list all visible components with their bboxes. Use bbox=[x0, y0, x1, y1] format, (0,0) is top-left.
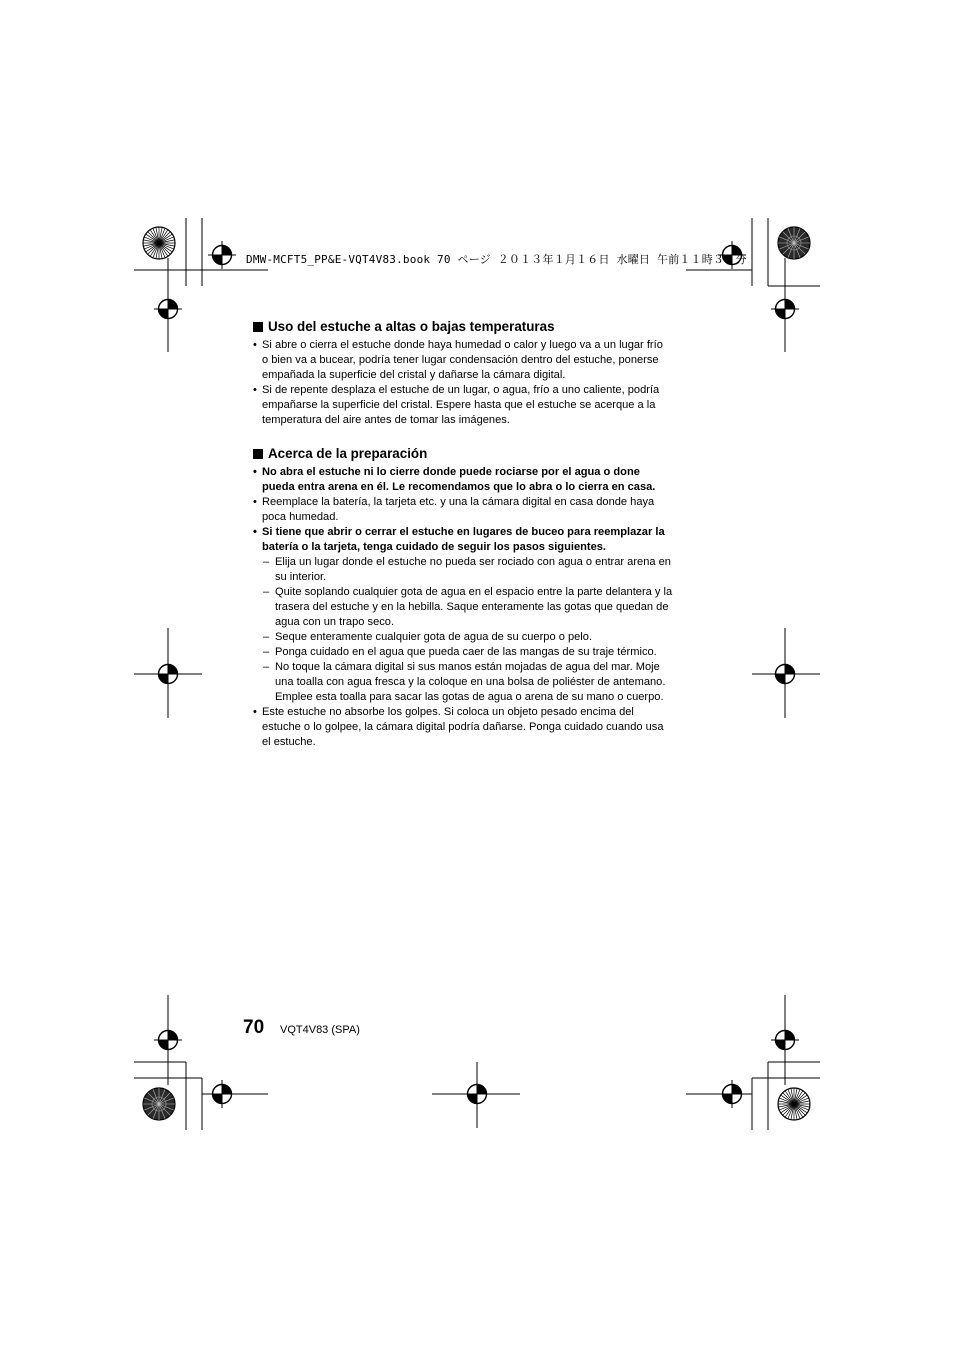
step-line: No toque la cámara digital si sus manos están mojadas de agua del mar. Moje bbox=[275, 661, 660, 673]
step-line: una toalla con agua fresca y la coloque en una bolsa de poliéster de antemano. bbox=[275, 676, 666, 688]
list-item bbox=[253, 338, 703, 383]
item-line: Este estuche no absorbe los golpes. Si coloca un objeto pesado encima del bbox=[262, 706, 634, 718]
step-line: Ponga cuidado en el agua que pueda caer de las mangas de su traje térmico. bbox=[275, 646, 657, 658]
step-line: Elija un lugar donde el estuche no pueda ser rociado con agua o entrar arena en bbox=[275, 556, 671, 568]
item-line: Si abre o cierra el estuche donde haya humedad o calor y luego va a un lugar frío bbox=[262, 339, 663, 351]
step-line: trasera del estuche y en la hebilla. Saque enteramente las gotas que quedan de bbox=[275, 601, 669, 613]
list-item bbox=[253, 383, 703, 428]
item-line: Si de repente desplaza el estuche de un lugar, o agua, frío a uno caliente, podría bbox=[262, 384, 660, 396]
list-item-warning bbox=[253, 465, 703, 495]
bullet-icon: • bbox=[253, 496, 257, 508]
step-item bbox=[253, 645, 703, 660]
step-line: Quite soplando cualquier gota de agua en el espacio entre la parte delantera y la bbox=[275, 586, 673, 598]
page-content bbox=[253, 318, 703, 750]
item-line: o bien va a bucear, podría tener lugar condensación dentro del estuche, ponerse bbox=[262, 354, 659, 366]
dash-icon: – bbox=[263, 556, 270, 568]
item-line: Reemplace la batería, la tarjeta etc. y una la cámara digital en casa donde haya bbox=[262, 496, 655, 508]
list-item bbox=[253, 495, 703, 525]
step-item bbox=[253, 660, 703, 705]
item-line: el estuche. bbox=[262, 736, 316, 748]
bullet-icon: • bbox=[253, 384, 257, 396]
square-bullet-icon bbox=[253, 449, 263, 459]
list-item bbox=[253, 705, 703, 750]
page-number: 70 bbox=[243, 1017, 265, 1038]
item-line: pueda entra arena en él. Le recomendamos que lo abra o lo cierra en casa. bbox=[262, 481, 656, 493]
item-line: No abra el estuche ni lo cierre donde puede rociarse por el agua o done bbox=[262, 466, 640, 478]
dash-icon: – bbox=[263, 661, 270, 673]
step-line: su interior. bbox=[275, 571, 327, 583]
list-item-warning bbox=[253, 525, 703, 555]
item-line: temperatura del aire antes de tomar las imágenes. bbox=[262, 414, 510, 426]
bullet-icon: • bbox=[253, 526, 257, 538]
item-line: poca humedad. bbox=[262, 511, 339, 523]
step-item bbox=[253, 555, 703, 585]
item-line: Si tiene que abrir o cerrar el estuche en lugares de buceo para reemplazar la bbox=[262, 526, 665, 538]
step-line: Emplee esta toalla para sacar las gotas de agua o arena de su mano o cuerpo. bbox=[275, 691, 664, 703]
dash-icon: – bbox=[263, 586, 270, 598]
file-header-line: DMW-MCFT5_PP&E-VQT4V83.book 70 ページ ２０１３年１月１６日 水曜日 午前１１時３５分 bbox=[246, 253, 747, 266]
item-line: batería o la tarjeta, tenga cuidado de seguir los pasos siguientes. bbox=[262, 541, 607, 553]
item-line: estuche o lo golpee, la cámara digital podría dañarse. Ponga cuidado cuando usa bbox=[262, 721, 664, 733]
bullet-icon: • bbox=[253, 466, 257, 478]
bullet-icon: • bbox=[253, 706, 257, 718]
step-item bbox=[253, 630, 703, 645]
square-bullet-icon bbox=[253, 322, 263, 332]
section-title-text: Acerca de la preparación bbox=[268, 446, 428, 461]
bullet-icon: • bbox=[253, 339, 257, 351]
item-line: empañarse la superficie del cristal. Espere hasta que el estuche se acerque a la bbox=[262, 399, 656, 411]
document-code: VQT4V83 (SPA) bbox=[280, 1024, 360, 1036]
step-line: agua con un trapo seco. bbox=[275, 616, 395, 628]
section-title-text: Uso del estuche a altas o bajas temperaturas bbox=[268, 319, 555, 334]
step-item bbox=[253, 585, 703, 630]
section-heading-preparation bbox=[253, 445, 703, 462]
section-heading-temperatures bbox=[253, 318, 703, 335]
item-line: empañada la superficie del cristal y dañarse la cámara digital. bbox=[262, 369, 566, 381]
step-line: Seque enteramente cualquier gota de agua de su cuerpo o pelo. bbox=[275, 631, 593, 643]
dash-icon: – bbox=[263, 646, 270, 658]
dash-icon: – bbox=[263, 631, 270, 643]
